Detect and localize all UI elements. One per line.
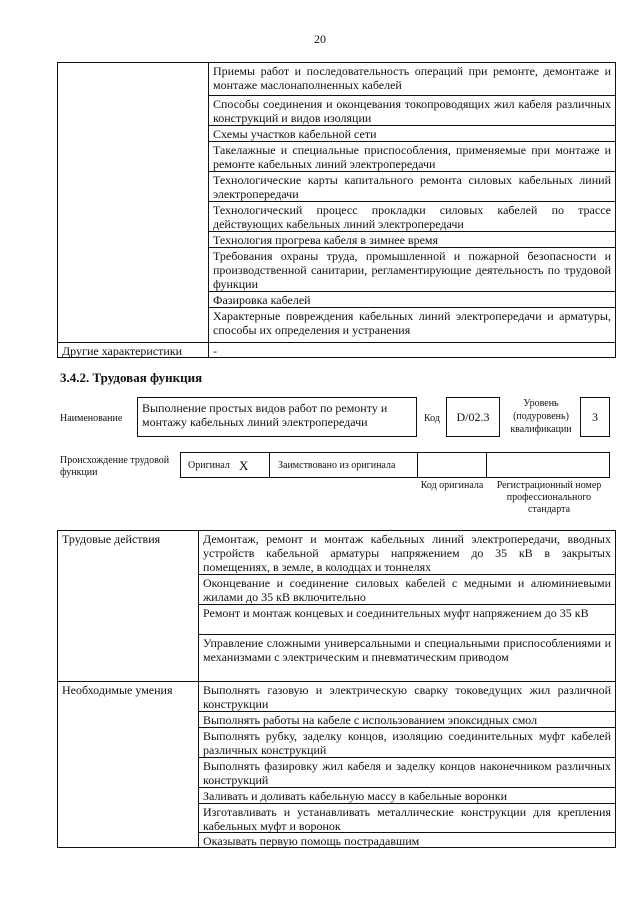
knowledge-row: Характерные повреждения кабельных линий электропередачи и арматуры, способы их определения и устранения (208, 307, 616, 343)
knowledge-row: Такелажные и специальные приспособления, применяемые при монтаже и ремонте кабельных линий электропередачи (208, 141, 616, 172)
original-mark: X (239, 458, 249, 473)
level-label: Уровень (подуровень) квалификации (510, 398, 572, 435)
labor-action-row: Демонтаж, ремонт и монтаж кабельных линий электропередачи, вводных устройств кабельной арматуры напряжением до 35 кВ в закрытых помещениях, в земле, в колодцах и тоннелях (198, 530, 616, 575)
borrowed-label: Заимствовано из оригинала (278, 460, 396, 471)
origin-code-box (417, 452, 487, 478)
other-characteristics-label: Другие характеристики (57, 342, 209, 358)
skill-row: Выполнять газовую и электрическую сварку токоведущих жил различной конструкции (198, 681, 616, 712)
registration-number-box (486, 452, 610, 478)
code-label: Код (424, 413, 440, 424)
knowledge-row: Схемы участков кабельной сети (208, 125, 616, 142)
knowledge-row: Фазировка кабелей (208, 291, 616, 308)
required-skills-label: Необходимые умения (57, 681, 199, 848)
labor-action-row: Ремонт и монтаж концевых и соединительных муфт напряжением до 35 кВ (198, 604, 616, 635)
labor-action-row: Управление сложными универсальными и специальными приспособлениями и механизмами с электрическим и пневматическим приводом (198, 634, 616, 682)
section-title: 3.4.2. Трудовая функция (60, 370, 203, 385)
skill-row: Заливать и доливать кабельную массу в кабельные воронки (198, 787, 616, 804)
skill-row: Изготавливать и устанавливать металлические конструкции для крепления кабельных муфт и воронок (198, 803, 616, 833)
knowledge-row: Технология прогрева кабеля в зимнее время (208, 231, 616, 248)
origin-label: Происхождение трудовой функции (60, 455, 170, 478)
original-label: Оригинал (188, 460, 230, 471)
other-characteristics-value: - (208, 342, 616, 358)
function-code-box: D/02.3 (446, 397, 500, 437)
name-label: Наименование (60, 413, 123, 424)
skill-row: Выполнять работы на кабеле с использованием эпоксидных смол (198, 711, 616, 728)
knowledge-row: Технологические карты капитального ремонта силовых кабельных линий электропередачи (208, 171, 616, 202)
page-number: 20 (314, 32, 326, 46)
function-name-box: Выполнение простых видов работ по ремонту и монтажу кабельных линий электропередачи (137, 397, 417, 437)
skill-row: Оказывать первую помощь пострадавшим (198, 832, 616, 848)
origin-code-caption: Код оригинала (420, 480, 484, 491)
knowledge-row: Требования охраны труда, промышленной и пожарной безопасности и производственной санитарии, регламентирующие деятельность по трудовой функции (208, 247, 616, 292)
knowledge-label-cell (57, 62, 209, 343)
skill-row: Выполнять рубку, заделку концов, изоляцию соединительных муфт кабелей различных конструкций (198, 727, 616, 758)
skill-row: Выполнять фазировку жил кабеля и заделку концов наконечником различных конструкций (198, 757, 616, 788)
borrowed-box (269, 452, 418, 478)
labor-action-row: Оконцевание и соединение силовых кабелей с медными и алюминиевыми жилами до 35 кВ включительно (198, 574, 616, 605)
knowledge-row: Технологический процесс прокладки силовых кабелей по трассе действующих кабельных линий электропередачи (208, 201, 616, 232)
level-box: 3 (580, 397, 610, 437)
knowledge-row: Способы соединения и оконцевания токопроводящих жил кабеля различных конструкций и видов изоляции (208, 95, 616, 126)
labor-actions-label: Трудовые действия (57, 530, 199, 682)
knowledge-row: Приемы работ и последовательность операций при ремонте, демонтаже и монтаже маслонаполненных кабелей (208, 62, 616, 96)
registration-number-caption: Регистрационный номер профессионального стандарта (496, 480, 602, 515)
original-box (180, 452, 270, 478)
